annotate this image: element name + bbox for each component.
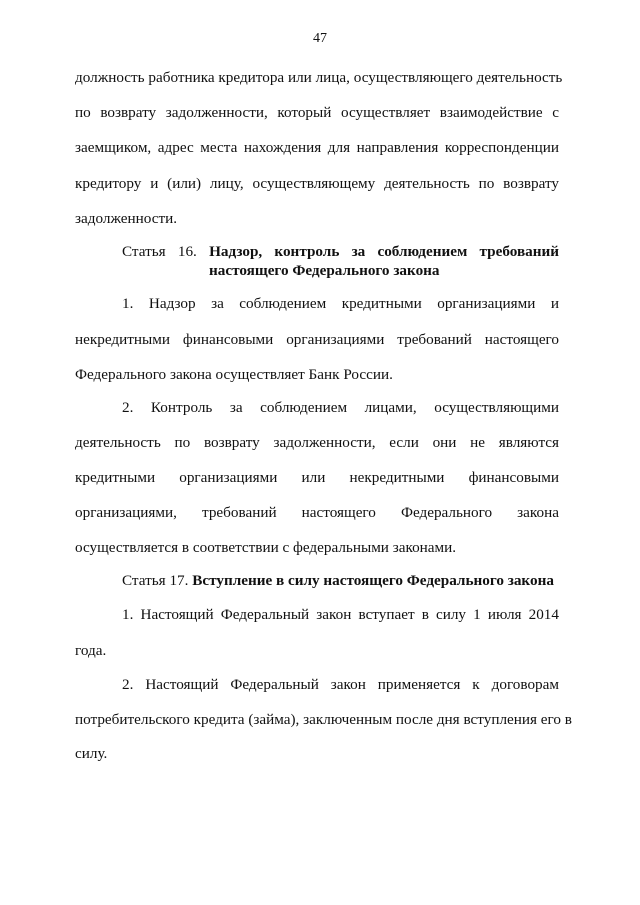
text-line: 1. Надзор за соблюдением кредитными организациями и (122, 295, 559, 312)
text-line: организациями, требований настоящего Федерального закона (75, 504, 559, 521)
text-line: кредитору и (или) лицу, осуществляющему деятельность по возврату (75, 175, 559, 192)
text-line: Федерального закона осуществляет Банк России. (75, 366, 393, 383)
text-line: 1. Настоящий Федеральный закон вступает в силу 1 июля 2014 (122, 606, 559, 623)
text-line: заемщиком, адрес места нахождения для направления корреспонденции (75, 139, 559, 156)
text-line: должность работника кредитора или лица, осуществляющего деятельность (75, 69, 563, 86)
article-title-continuation: настоящего Федерального закона (209, 262, 440, 279)
text-line: осуществляется в соответствии с федеральными законами. (75, 539, 457, 556)
text-line: задолженности. (75, 210, 178, 227)
text-line: деятельность по возврату задолженности, если они не являются (75, 434, 559, 451)
article-heading-line (122, 243, 559, 261)
article-17-heading (122, 572, 559, 590)
text-line: 2. Контроль за соблюдением лицами, осуществляющими (122, 399, 559, 416)
text-line: некредитными финансовыми организациями требований настоящего (75, 331, 559, 348)
article-title: Вступление в силу настоящего Федерального закона (192, 572, 554, 589)
text-line: 2. Настоящий Федеральный закон применяется к договорам (122, 676, 559, 693)
text-line: по возврату задолженности, который осуществляет взаимодействие с (75, 104, 559, 121)
article-title: Надзор, контроль за соблюдением требований (209, 243, 559, 260)
article-label: Статья 16. (122, 243, 197, 260)
page-number: 47 (313, 31, 327, 46)
article-label: Статья 17. (122, 572, 189, 589)
text-line: потребительского кредита (займа), заключенным после дня вступления его в (75, 711, 572, 728)
text-line: кредитными организациями или некредитными финансовыми (75, 469, 559, 486)
text-line: года. (75, 642, 107, 659)
text-line: силу. (75, 745, 108, 762)
